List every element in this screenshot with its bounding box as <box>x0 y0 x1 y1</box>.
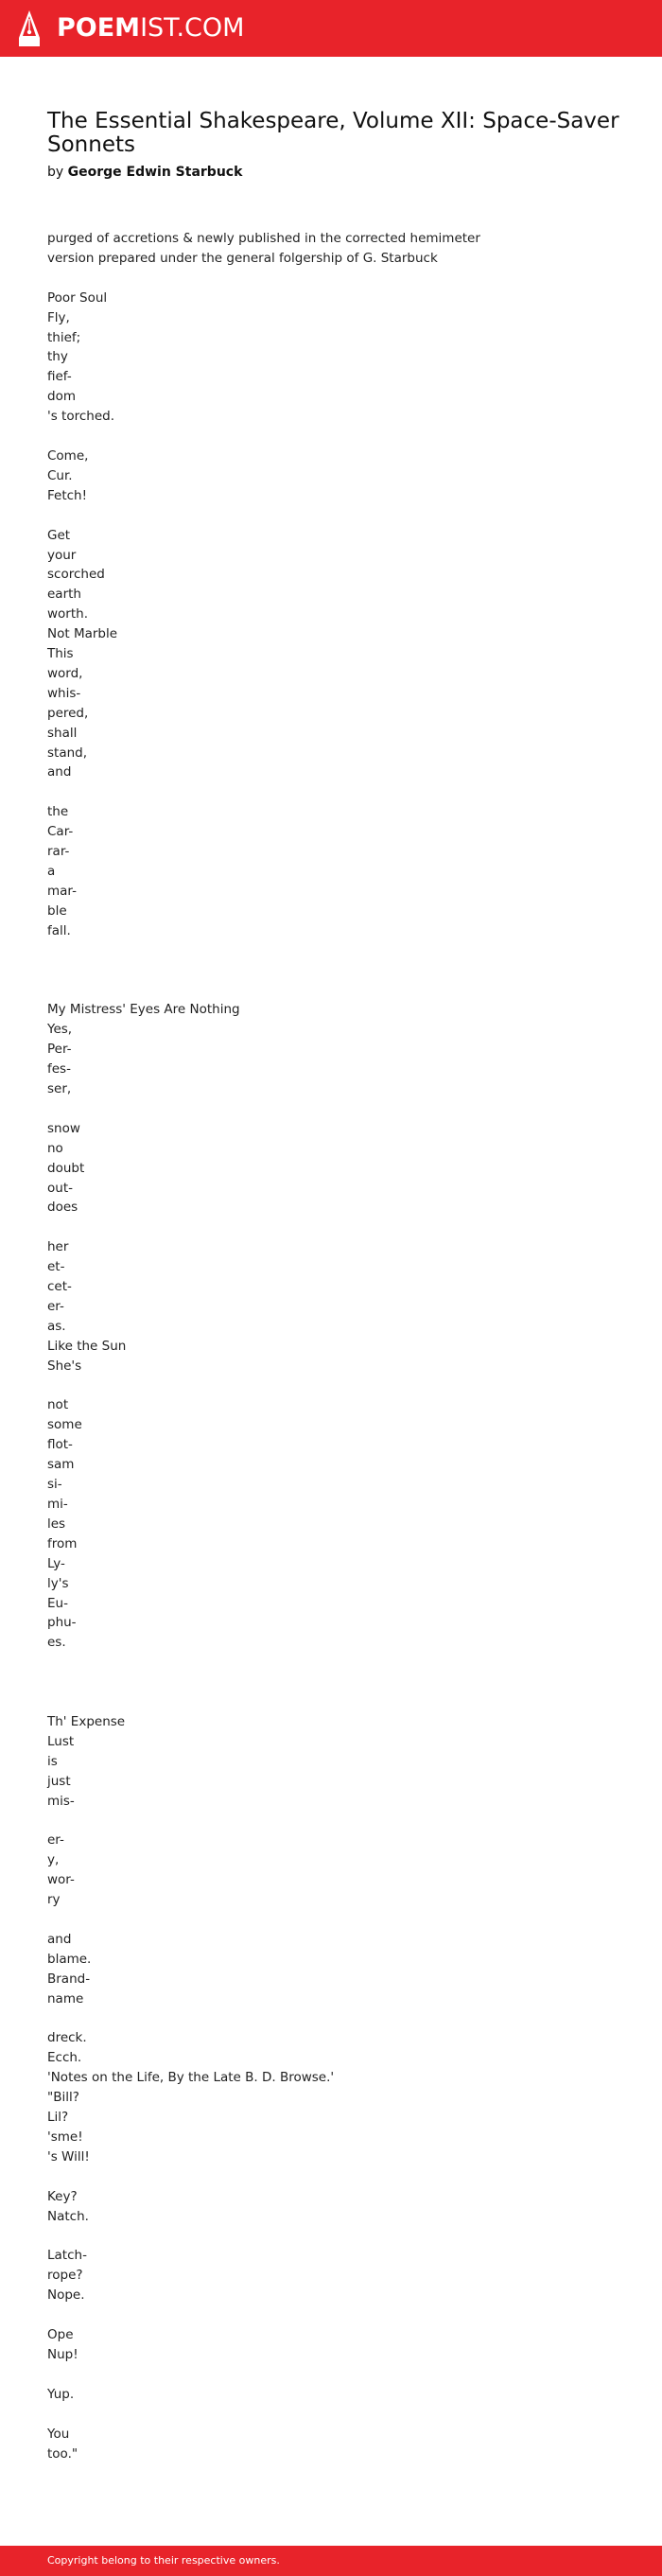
byline <box>47 163 242 182</box>
author-name: George Edwin Starbuck <box>67 165 243 180</box>
logo-bold: POEM <box>57 13 141 43</box>
site-header <box>0 0 662 57</box>
by-prefix: by <box>47 165 64 180</box>
logo-thin: IST.COM <box>140 13 245 43</box>
poem-title: The Essential Shakespeare, Volume XII: Space-Saver Sonnets <box>47 109 619 157</box>
site-footer <box>0 2546 662 2576</box>
site-logo[interactable] <box>57 13 244 44</box>
poem-body: purged of accretions & newly published in the corrected hemimeter version prepared under the general folgership of G. Starbuck Poor Soul Fly, thief; thy fief- dom 's torched. Come, Cur. Fetch! Get your scorched earth worth. Not Marble This word, whis- pered, shall stand, and the Car- rar- a mar- ble fall. My Mistress' Eyes Are Nothing Yes, Per- fes- ser, snow no doubt out- does her et- cet- er- as. Like the Sun She's not some flot- sam si- mi- les from Ly- ly's Eu- phu- es. Th' Expense Lust is just mis- er- y, wor- ry and blame. Brand- name dreck. Ecch. 'Notes on the Life, By the Late B. D. Browse.' "Bill? Lil? 'sme! 's Will! Key? Natch. Latch- rope? Nope. Ope Nup! Yup. You too." <box>47 231 480 2462</box>
copyright-text: Copyright belong to their respective owners. <box>47 2554 280 2567</box>
pen-nib-icon <box>17 9 42 47</box>
